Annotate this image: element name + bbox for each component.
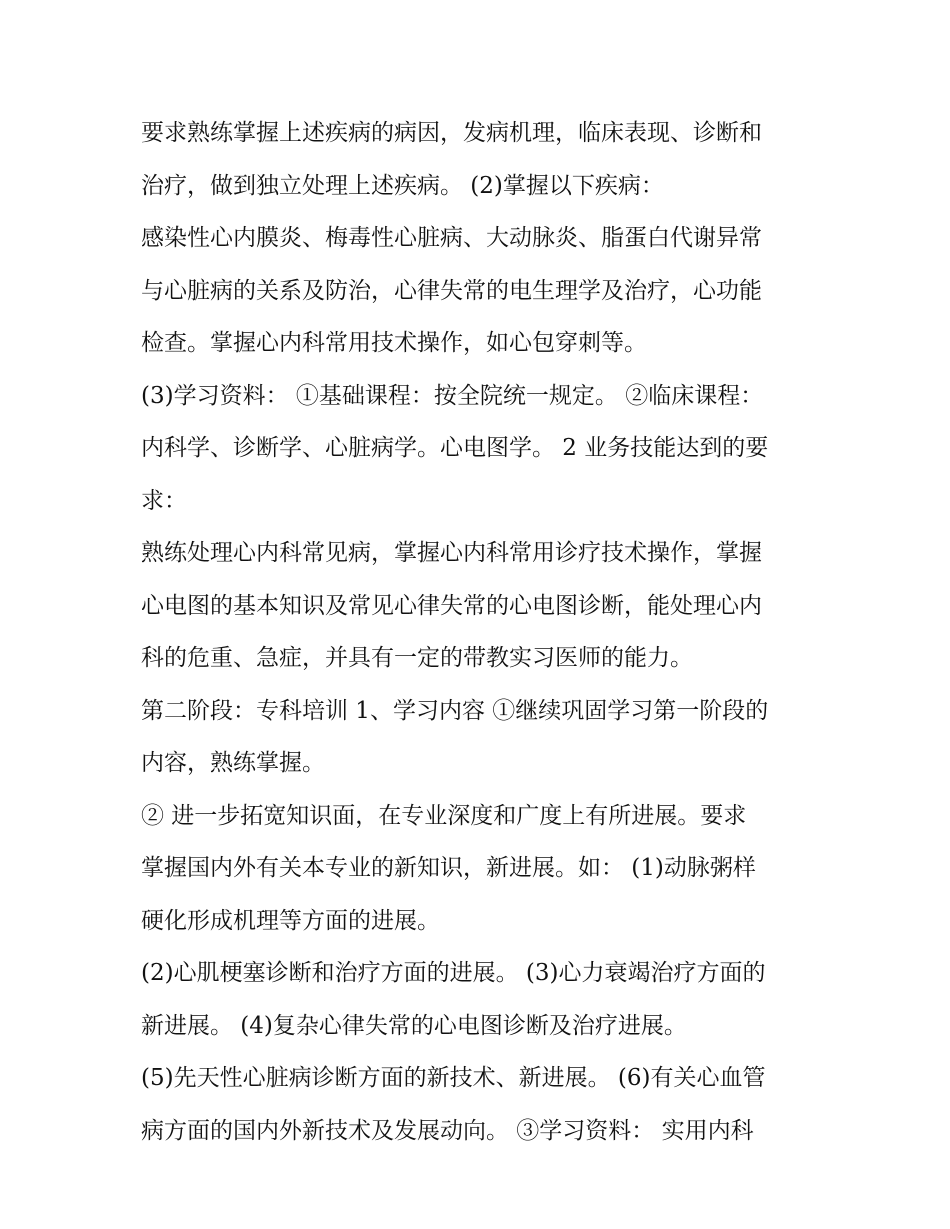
paragraph-progress-items	[141, 947, 821, 1052]
text-line: 要求熟练掌握上述疾病的病因，发病机理，临床表现、诊断和	[141, 120, 762, 146]
text-line: (5)先天性心脏病诊断方面的新技术、新进展。 (6)有关心血管	[141, 1065, 766, 1091]
text-line: 求：	[141, 487, 187, 514]
text-line: 与心脏病的关系及防治，心律失常的电生理学及治疗，心功能	[141, 277, 762, 304]
paragraph-skill-requirements	[141, 527, 821, 685]
text-line: 内科学、诊断学、心脏病学。心电图学。 2 业务技能达到的要	[141, 435, 769, 461]
text-line: (2)心肌梗塞诊断和治疗方面的进展。 (3)心力衰竭治疗方面的	[141, 960, 766, 986]
text-line: 熟练处理心内科常见病，掌握心内科常用诊疗技术操作，掌握	[141, 540, 762, 566]
text-line: 新进展。 (4)复杂心律失常的心电图诊断及治疗进展。	[141, 1012, 687, 1039]
document-body	[141, 107, 821, 1157]
text-line: 掌握国内外有关本专业的新知识，新进展。如： (1)动脉粥样	[141, 855, 756, 881]
paragraph-disease-list	[141, 212, 821, 370]
paragraph-knowledge-expansion	[141, 790, 821, 948]
paragraph-new-techniques	[141, 1052, 821, 1157]
text-line: 硬化形成机理等方面的进展。	[141, 907, 440, 934]
paragraph-stage-two	[141, 685, 821, 790]
paragraph-disease-requirements	[141, 107, 821, 212]
text-line: 科的危重、急症，并具有一定的带教实习医师的能力。	[141, 645, 693, 671]
text-line: 感染性心内膜炎、梅毒性心脏病、大动脉炎、脂蛋白代谢异常	[141, 225, 762, 251]
text-line: 检查。掌握心内科常用技术操作，如心包穿刺等。	[141, 330, 647, 356]
text-line: 治疗，做到独立处理上述疾病。 (2)掌握以下疾病：	[141, 172, 664, 199]
text-line: (3)学习资料： ①基础课程：按全院统一规定。 ②临床课程：	[141, 382, 764, 409]
text-line: 病方面的国内外新技术及发展动向。 ③学习资料： 实用内科	[141, 1117, 754, 1144]
paragraph-study-materials	[141, 370, 821, 528]
text-line: ② 进一步拓宽知识面，在专业深度和广度上有所进展。要求	[141, 802, 747, 829]
text-line: 第二阶段：专科培训 1、学习内容 ①继续巩固学习第一阶段的	[141, 697, 769, 724]
text-line: 心电图的基本知识及常见心律失常的心电图诊断，能处理心内	[141, 592, 762, 619]
text-line: 内容，熟练掌握。	[141, 750, 325, 776]
